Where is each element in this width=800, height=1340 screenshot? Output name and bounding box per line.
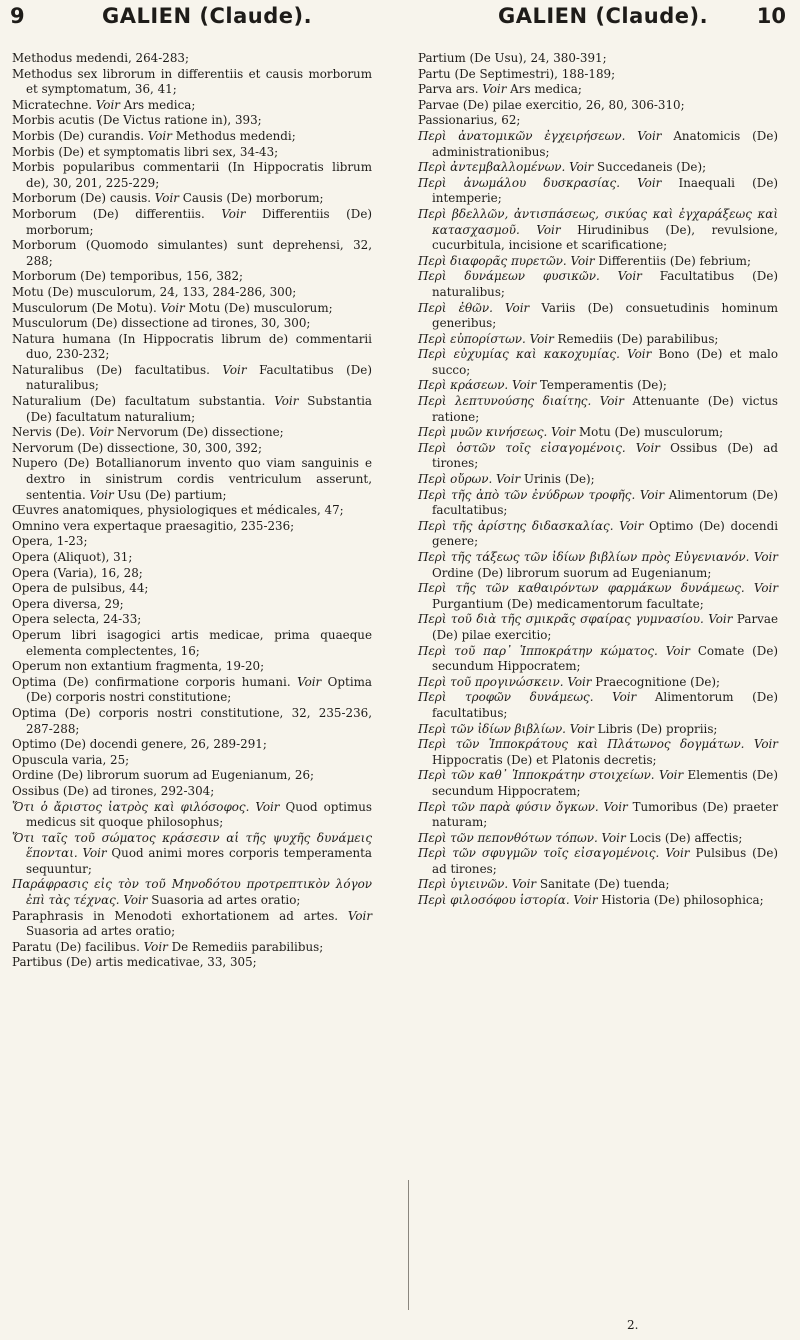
cross-reference-voir: Voir — [597, 830, 626, 845]
entry-text: Paraphrasis in Menodoti exhortationem ad artes. — [12, 908, 348, 923]
entry-text: Ossibus (De) ad tirones, 292-304; — [12, 783, 215, 798]
cross-reference-target: Succedaneis (De); — [593, 160, 707, 175]
cross-reference-voir: Voir — [598, 799, 628, 814]
index-entry — [12, 800, 372, 831]
cross-reference-voir: Voir — [274, 394, 299, 409]
index-entry — [12, 269, 372, 285]
entry-text: Partu (De Septimestri), 188-189; — [418, 66, 616, 81]
index-entry — [418, 176, 778, 207]
index-entry — [12, 940, 372, 956]
cross-reference-voir: Voir — [744, 581, 779, 596]
entry-text: Naturalibus (De) facultatibus. — [12, 362, 223, 377]
index-entry — [12, 831, 372, 878]
greek-title: Περὶ φιλοσόφου ἱστορία. — [418, 893, 570, 908]
entry-text: Optima (De) confirmatione corporis humani. — [12, 674, 298, 689]
greek-title: Ὅτι ὁ ἄριστος ἰατρὸς καὶ φιλόσοφος. — [12, 799, 250, 814]
cross-reference-target: Parvae (De) pilae exercitio; — [432, 612, 778, 642]
greek-title: Περὶ κράσεων. — [418, 378, 509, 393]
index-entry — [418, 472, 778, 488]
index-entry — [418, 831, 778, 847]
entry-text: Naturalium (De) facultatum substantia. — [12, 394, 275, 409]
cross-reference-target: Temperamentis (De); — [536, 378, 667, 393]
entry-text: Morborum (De) temporibus, 156, 382; — [12, 269, 244, 284]
index-entry — [12, 51, 372, 67]
cross-reference-target: Substantia (De) facultatum naturalium; — [26, 394, 372, 424]
entry-text: Methodus medendi, 264-283; — [12, 51, 189, 65]
cross-reference-target: Differentiis (De) febrium; — [594, 253, 751, 268]
greek-title: Περὶ τῶν πεπονθότων τόπων. — [418, 830, 598, 845]
index-entry — [418, 690, 778, 721]
cross-reference-target: Bono (De) et malo succo; — [432, 347, 778, 377]
cross-reference-target: Hirudinibus (De), revulsione, cucurbitula, incisione et scarificatione; — [432, 222, 779, 253]
index-entry — [418, 519, 778, 550]
cross-reference-target: Motu (De) musculorum; — [184, 300, 333, 315]
index-entry — [418, 332, 778, 348]
index-entry — [12, 519, 372, 535]
index-entry — [12, 113, 372, 129]
greek-title: Περὶ τῶν καθ᾽ Ἱπποκράτην στοιχείων. — [418, 768, 655, 783]
greek-title: Περὶ ἐθῶν. — [418, 300, 493, 315]
entry-text: Optimo (De) docendi genere, 26, 289-291; — [12, 737, 267, 752]
entry-text: Opera de pulsibus, 44; — [12, 581, 149, 596]
cross-reference-voir: Voir — [563, 674, 592, 689]
cross-reference-voir: Voir — [620, 175, 662, 190]
greek-title: Περὶ τοῦ προγινώσκειν. — [418, 674, 564, 689]
greek-title: Περὶ ἀντεμβαλλομένων. — [418, 160, 566, 175]
cross-reference-voir: Voir — [635, 487, 665, 502]
entry-text: Morbis (De) et symptomatis libri sex, 34-43; — [12, 144, 279, 159]
greek-title: Ὅτι ταῖς τοῦ σώματος κράσεσιν αἱ τῆς ψυχῆς δυνάμεις ἕπονται. — [12, 830, 372, 861]
cross-reference-target: Ars medica; — [506, 82, 582, 97]
cross-reference-target: Anatomicis (De) administrationibus; — [432, 128, 778, 159]
index-entry — [418, 301, 778, 332]
index-entry — [12, 628, 372, 659]
index-entry — [12, 301, 372, 317]
index-entry — [418, 254, 778, 270]
greek-title: Περὶ τῆς ἀρίστης διδασκαλίας. — [418, 518, 614, 533]
greek-title: Περὶ εὐχυμίας καὶ κακοχυμίας. — [418, 347, 620, 362]
index-entry — [12, 566, 372, 582]
cross-reference-voir: Voir — [625, 440, 660, 455]
cross-reference-target: Alimentorum (De) facultatibus; — [432, 487, 778, 518]
index-entry — [12, 145, 372, 161]
index-entry — [418, 347, 778, 378]
entry-text: Natura humana (In Hippocratis librum de) commentarii duo, 230-232; — [12, 331, 372, 362]
cross-reference-voir: Voir — [547, 425, 576, 440]
cross-reference-target: Elementis (De) secundum Hippocratem; — [432, 768, 778, 798]
cross-reference-target: Tumoribus (De) praeter naturam; — [432, 799, 778, 830]
entry-text: Morbis popularibus commentarii (In Hippocratis librum de), 30, 201, 225-229; — [12, 160, 372, 190]
index-entry — [12, 955, 372, 971]
signature-mark: 2. — [627, 1318, 639, 1332]
index-entry — [12, 285, 372, 301]
entry-text: Opuscula varia, 25; — [12, 752, 130, 767]
index-entry — [418, 550, 778, 581]
index-entry — [12, 160, 372, 191]
greek-title: Περὶ εὐπορίστων. — [418, 331, 526, 346]
entry-text: Morbis acutis (De Victus ratione in), 393; — [12, 113, 262, 128]
cross-reference-voir: Voir — [565, 721, 594, 736]
index-entry — [12, 425, 372, 441]
index-entry — [12, 877, 372, 908]
cross-reference-voir: Voir — [119, 893, 148, 908]
cross-reference-target: Differentiis (De) morborum; — [26, 206, 372, 237]
index-entry — [12, 394, 372, 425]
cross-reference-target: Attenuante (De) victus ratione; — [432, 394, 778, 424]
entry-text: Nupero (De) Botallianorum invento quo viam sanguinis e dextro in sinistrum cordis ventriculum asserunt, sententia. — [12, 456, 372, 502]
cross-reference-target: Methodus medendi; — [171, 128, 296, 143]
index-entry — [12, 737, 372, 753]
cross-reference-target: Optima (De) corporis nostri constitutione; — [26, 674, 372, 705]
index-entry — [12, 363, 372, 394]
cross-reference-voir: Voir — [744, 737, 778, 752]
cross-reference-target: Libris (De) propriis; — [593, 721, 718, 736]
cross-reference-target: Alimentorum (De) facultatibus; — [432, 690, 779, 720]
index-entry — [418, 160, 778, 176]
cross-reference-voir: Voir — [492, 472, 521, 487]
index-entry — [12, 441, 372, 457]
index-entry — [12, 768, 372, 784]
cross-reference-target: Comate (De) secundum Hippocratem; — [432, 643, 779, 674]
index-entry — [418, 394, 778, 425]
cross-reference-target: Quod animi mores corporis temperamenta sequuntur; — [26, 846, 373, 876]
index-entry — [418, 98, 778, 114]
index-entry — [12, 581, 372, 597]
cross-reference-target: Motu (De) musculorum; — [575, 425, 724, 440]
index-entry — [12, 191, 372, 207]
cross-reference-voir: Voir — [569, 893, 598, 908]
cross-reference-voir: Voir — [347, 908, 372, 923]
index-entry — [12, 612, 372, 628]
cross-reference-voir: Voir — [654, 768, 684, 783]
cross-reference-voir: Voir — [613, 518, 644, 533]
entry-text: Methodus sex librorum in differentiis et causis morborum et symptomatum, 36, 41; — [12, 66, 372, 97]
cross-reference-voir: Voir — [519, 222, 561, 237]
left-running-title: GALIEN (Claude). — [102, 4, 313, 28]
index-entry — [418, 800, 778, 831]
index-entry — [418, 722, 778, 738]
cross-reference-voir: Voir — [492, 300, 530, 315]
index-entry — [418, 207, 778, 254]
index-entry — [418, 877, 778, 893]
cross-reference-target: Facultatibus (De) naturalibus; — [26, 362, 372, 393]
cross-reference-target: De Remediis parabilibus; — [167, 939, 324, 954]
index-entry — [12, 129, 372, 145]
cross-reference-target: Inaequali (De) intemperie; — [432, 175, 779, 206]
greek-title: Περὶ τῶν παρὰ φύσιν ὄγκων. — [418, 799, 599, 814]
index-entry — [12, 784, 372, 800]
index-entry — [418, 581, 778, 612]
cross-reference-voir: Voir — [599, 269, 642, 284]
cross-reference-voir: Voir — [591, 394, 624, 409]
greek-title: Περὶ μυῶν κινήσεως. — [418, 425, 548, 440]
entry-text: Nervorum (De) dissectione, 30, 300, 392; — [12, 440, 262, 455]
index-entry — [12, 238, 372, 269]
cross-reference-voir: Voir — [593, 690, 637, 705]
entry-text: Parva ars. — [418, 82, 483, 97]
cross-reference-target: Locis (De) affectis; — [625, 830, 743, 845]
cross-reference-target: Ordine (De) librorum suorum ad Eugenianum; — [432, 565, 712, 580]
index-entry — [12, 659, 372, 675]
entry-text: Operum libri isagogici artis medicae, prima quaeque elementa complectentes, 16; — [12, 627, 372, 658]
index-entry — [418, 737, 778, 768]
cross-reference-voir: Voir — [89, 487, 114, 502]
cross-reference-target: Usu (De) partium; — [113, 487, 227, 502]
cross-reference-voir: Voir — [95, 97, 120, 112]
right-running-title: GALIEN (Claude). — [498, 4, 709, 28]
cross-reference-target: Ossibus (De) ad tirones; — [432, 440, 779, 471]
cross-reference-voir: Voir — [88, 425, 114, 440]
entry-text: Partibus (De) artis medicativae, 33, 305; — [12, 955, 257, 970]
greek-title: Περὶ τροφῶν δυνάμεως. — [418, 690, 594, 705]
cross-reference-voir: Voir — [566, 253, 595, 268]
index-entry — [418, 644, 778, 675]
cross-reference-voir: Voir — [143, 939, 168, 954]
cross-reference-voir: Voir — [221, 206, 246, 221]
entry-text: Œuvres anatomiques, physiologiques et médicales, 47; — [12, 503, 344, 518]
cross-reference-voir: Voir — [160, 300, 185, 315]
entry-text: Nervis (De). — [12, 425, 89, 440]
entry-text: Paratu (De) facilibus. — [12, 939, 144, 954]
index-entry — [418, 893, 778, 909]
greek-title: Περὶ ὑγιεινῶν. — [418, 877, 509, 892]
entry-text: Partium (De Usu), 24, 380-391; — [418, 51, 607, 65]
cross-reference-voir: Voir — [508, 378, 537, 393]
entry-text: Passionarius, 62; — [418, 113, 521, 128]
cross-reference-target: Optimo (De) docendi genere; — [432, 518, 779, 549]
index-entry — [418, 82, 778, 98]
index-entry — [12, 67, 372, 98]
entry-text: Opera, 1-23; — [12, 534, 88, 549]
greek-title: Περὶ τοῦ παρ᾽ Ἱπποκράτην κώματος. — [418, 643, 658, 658]
index-entry — [418, 441, 778, 472]
cross-reference-voir: Voir — [749, 550, 778, 564]
cross-reference-target: Purgantium (De) medicamentorum facultate; — [432, 596, 704, 611]
entry-text: Motu (De) musculorum, 24, 133, 284-286, 300; — [12, 284, 297, 299]
entry-text: Musculorum (De Motu). — [12, 300, 161, 315]
cross-reference-voir: Voir — [154, 191, 179, 206]
index-entry — [418, 269, 778, 300]
cross-reference-target: Quod optimus medicus sit quoque philosophus; — [26, 799, 373, 830]
index-entry — [12, 753, 372, 769]
greek-title: Περὶ ὀστῶν τοῖς εἰσαγομένοις. — [418, 440, 626, 455]
greek-title: Περὶ λεπτυνούσης διαίτης. — [418, 394, 592, 409]
cross-reference-target: Suasoria ad artes oratio; — [26, 924, 176, 939]
entry-text: Morborum (Quomodo simulantes) sunt deprehensi, 32, 288; — [12, 238, 372, 268]
entry-text: Parvae (De) pilae exercitio, 26, 80, 306-310; — [418, 97, 685, 112]
index-entry — [418, 425, 778, 441]
cross-reference-voir: Voir — [222, 362, 247, 377]
cross-reference-voir: Voir — [249, 799, 280, 814]
entry-text: Opera (Aliquot), 31; — [12, 550, 133, 564]
index-entry — [418, 51, 778, 67]
index-entry — [12, 207, 372, 238]
entry-text: Optima (De) corporis nostri constitutione, 32, 235-236, 287-288; — [12, 705, 372, 736]
greek-title: Περὶ ἀνωμάλου δυσκρασίας. — [418, 175, 620, 190]
cross-reference-target: Remediis (De) parabilibus; — [553, 331, 719, 346]
entry-text: Opera (Varia), 16, 28; — [12, 565, 143, 580]
entry-text: Morborum (De) causis. — [12, 191, 155, 206]
cross-reference-voir: Voir — [659, 846, 690, 861]
index-entry — [12, 909, 372, 940]
cross-reference-voir: Voir — [77, 846, 107, 861]
index-entry — [418, 675, 778, 691]
entry-text: Morbis (De) curandis. — [12, 128, 148, 143]
entry-text: Omnino vera expertaque praesagitio, 235-236; — [12, 518, 295, 533]
index-entry — [418, 113, 778, 129]
index-entry — [418, 67, 778, 83]
cross-reference-voir: Voir — [508, 877, 537, 892]
greek-title: Περὶ τοῦ διὰ τῆς σμικρᾶς σφαίρας γυμνασίου. — [418, 612, 704, 627]
index-entry — [418, 378, 778, 394]
index-entry — [418, 488, 778, 519]
index-entry — [418, 612, 778, 643]
greek-title: Περὶ οὔρων. — [418, 472, 493, 487]
column-divider — [408, 1180, 409, 1310]
entry-text: Opera diversa, 29; — [12, 596, 124, 611]
cross-reference-target: Facultatibus (De) naturalibus; — [432, 269, 778, 299]
cross-reference-voir: Voir — [147, 128, 172, 143]
index-entry — [12, 550, 372, 566]
greek-title: Περὶ βδελλῶν, ἀντισπάσεως, σικύας καὶ ἐγχαράξεως καὶ κατασχασμοῦ. — [418, 206, 778, 237]
cross-reference-target: Ars medica; — [119, 97, 196, 112]
index-entry — [418, 768, 778, 799]
entry-text: Musculorum (De) dissectione ad tirones, 30, 300; — [12, 316, 311, 331]
cross-reference-voir: Voir — [297, 674, 322, 689]
cross-reference-target: Praecognitione (De); — [591, 674, 721, 689]
page-header — [0, 4, 800, 44]
index-entry — [418, 846, 778, 877]
entry-text: Opera selecta, 24-33; — [12, 612, 142, 627]
index-entry — [12, 332, 372, 363]
index-entry — [12, 706, 372, 737]
index-entry — [12, 503, 372, 519]
cross-reference-target: Pulsibus (De) ad tirones; — [432, 846, 778, 876]
cross-reference-target: Hippocratis (De) et Platonis decretis; — [432, 752, 657, 767]
index-entry — [12, 316, 372, 332]
index-entry — [12, 456, 372, 503]
cross-reference-voir: Voir — [525, 331, 554, 346]
cross-reference-target: Variis (De) consuetudinis hominum generibus; — [432, 300, 778, 331]
index-entry — [12, 675, 372, 706]
greek-title: Περὶ τῆς τῶν καθαιρόντων φαρμάκων δυνάμεως. — [418, 581, 745, 596]
greek-title: Περὶ τῶν ἰδίων βιβλίων. — [418, 721, 566, 736]
right-page-number: 10 — [756, 4, 786, 28]
greek-title: Περὶ διαφορᾶς πυρετῶν. — [418, 253, 567, 268]
greek-title: Περὶ ἀνατομικῶν ἐγχειρήσεων. — [418, 128, 626, 143]
cross-reference-voir: Voir — [703, 612, 733, 627]
left-index-column — [12, 51, 372, 971]
cross-reference-target: Sanitate (De) tuenda; — [536, 877, 670, 892]
index-entry — [418, 129, 778, 160]
index-entry — [12, 98, 372, 114]
cross-reference-voir: Voir — [619, 347, 652, 362]
greek-title: Περὶ δυνάμεων φυσικῶν. — [418, 269, 600, 284]
greek-title: Περὶ τῶν Ἱπποκράτους καὶ Πλάτωνος δογμάτων. — [418, 737, 745, 752]
greek-title: Περὶ τῆς ἀπὸ τῶν ἐνύδρων τροφῆς. — [418, 487, 636, 502]
cross-reference-voir: Voir — [565, 160, 594, 175]
cross-reference-target: Historia (De) philosophica; — [597, 893, 764, 908]
cross-reference-target: Suasoria ad artes oratio; — [147, 893, 301, 908]
entry-text: Morborum (De) differentiis. — [12, 206, 222, 221]
cross-reference-target: Causis (De) morborum; — [178, 191, 324, 206]
right-index-column — [418, 51, 778, 909]
greek-title: Περὶ τῶν σφυγμῶν τοῖς εἰσαγομένοις. — [418, 846, 660, 861]
cross-reference-target: Urinis (De); — [520, 472, 595, 487]
entry-text: Operum non extantium fragmenta, 19-20; — [12, 659, 265, 674]
index-entry — [12, 597, 372, 613]
entry-text: Ordine (De) librorum suorum ad Eugenianum, 26; — [12, 768, 315, 783]
cross-reference-voir: Voir — [657, 643, 690, 658]
entry-text: Micratechne. — [12, 97, 96, 112]
cross-reference-target: Nervorum (De) dissectione; — [113, 425, 284, 440]
greek-title: Παράφρασις εἰς τὸν τοῦ Μηνοδότου προτρεπτικὸν λόγον ἐπὶ τὰς τέχνας. — [12, 877, 372, 908]
cross-reference-voir: Voir — [482, 82, 507, 97]
greek-title: Περὶ τῆς τάξεως τῶν ἰδίων βιβλίων πρὸς Εὐγενιανόν. — [418, 550, 750, 564]
left-page-number: 9 — [10, 4, 25, 28]
cross-reference-voir: Voir — [625, 128, 662, 143]
index-entry — [12, 534, 372, 550]
